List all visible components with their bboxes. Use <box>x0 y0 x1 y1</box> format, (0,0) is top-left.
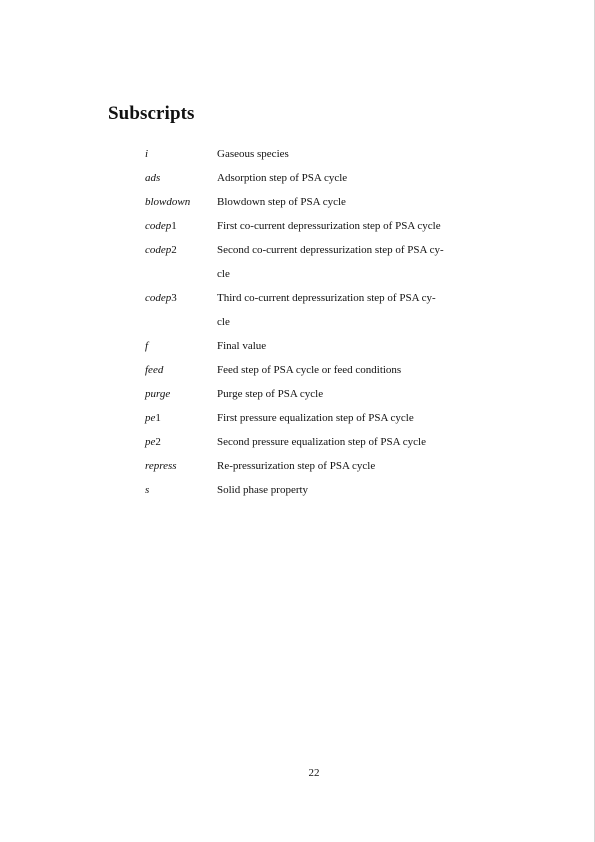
list-item <box>145 382 485 406</box>
subscript-symbol: s <box>145 484 150 496</box>
subscript-symbol: blowdown <box>145 196 191 208</box>
subscript-description: Final value <box>217 340 267 352</box>
list-item <box>145 334 485 358</box>
list-item <box>145 406 485 430</box>
subscript-symbol: codep3 <box>145 292 177 304</box>
list-item <box>145 478 485 502</box>
list-item <box>145 190 485 214</box>
list-item <box>145 454 485 478</box>
subscript-symbol: purge <box>145 388 171 400</box>
subscript-description: Purge step of PSA cycle <box>217 388 324 400</box>
subscript-description: First co-current depressurization step of PSA cycle <box>217 220 441 232</box>
subscripts-list <box>145 142 485 502</box>
subscript-description: Adsorption step of PSA cycle <box>217 172 348 184</box>
subscript-symbol: f <box>145 340 149 352</box>
subscript-description: Second pressure equalization step of PSA cycle <box>217 436 426 448</box>
list-item <box>145 430 485 454</box>
subscript-description: Blowdown step of PSA cycle <box>217 196 346 208</box>
subscript-description: Third co-current depressurization step of PSA cy- cle <box>217 292 436 328</box>
list-item <box>145 238 485 286</box>
list-item <box>145 142 485 166</box>
list-item <box>145 286 485 334</box>
subscript-symbol: codep1 <box>145 220 177 232</box>
subscript-symbol: codep2 <box>145 244 177 256</box>
list-item <box>145 214 485 238</box>
subscript-symbol: i <box>145 148 149 160</box>
list-item <box>145 166 485 190</box>
list-item <box>145 358 485 382</box>
subscript-description: Feed step of PSA cycle or feed conditions <box>217 364 402 376</box>
subscript-symbol: repress <box>145 460 177 472</box>
section-heading: Subscripts <box>108 103 195 124</box>
subscript-symbol: feed <box>145 364 164 376</box>
subscript-description: First pressure equalization step of PSA cycle <box>217 412 414 424</box>
page-number: 22 <box>308 767 320 779</box>
subscript-description: Re-pressurization step of PSA cycle <box>217 460 376 472</box>
subscript-description: Gaseous species <box>217 148 289 160</box>
subscript-symbol: pe2 <box>145 436 161 448</box>
subscript-description: Second co-current depressurization step of PSA cy- cle <box>217 244 444 280</box>
subscript-description: Solid phase property <box>217 484 309 496</box>
subscript-symbol: pe1 <box>145 412 161 424</box>
subscript-symbol: ads <box>145 172 161 184</box>
